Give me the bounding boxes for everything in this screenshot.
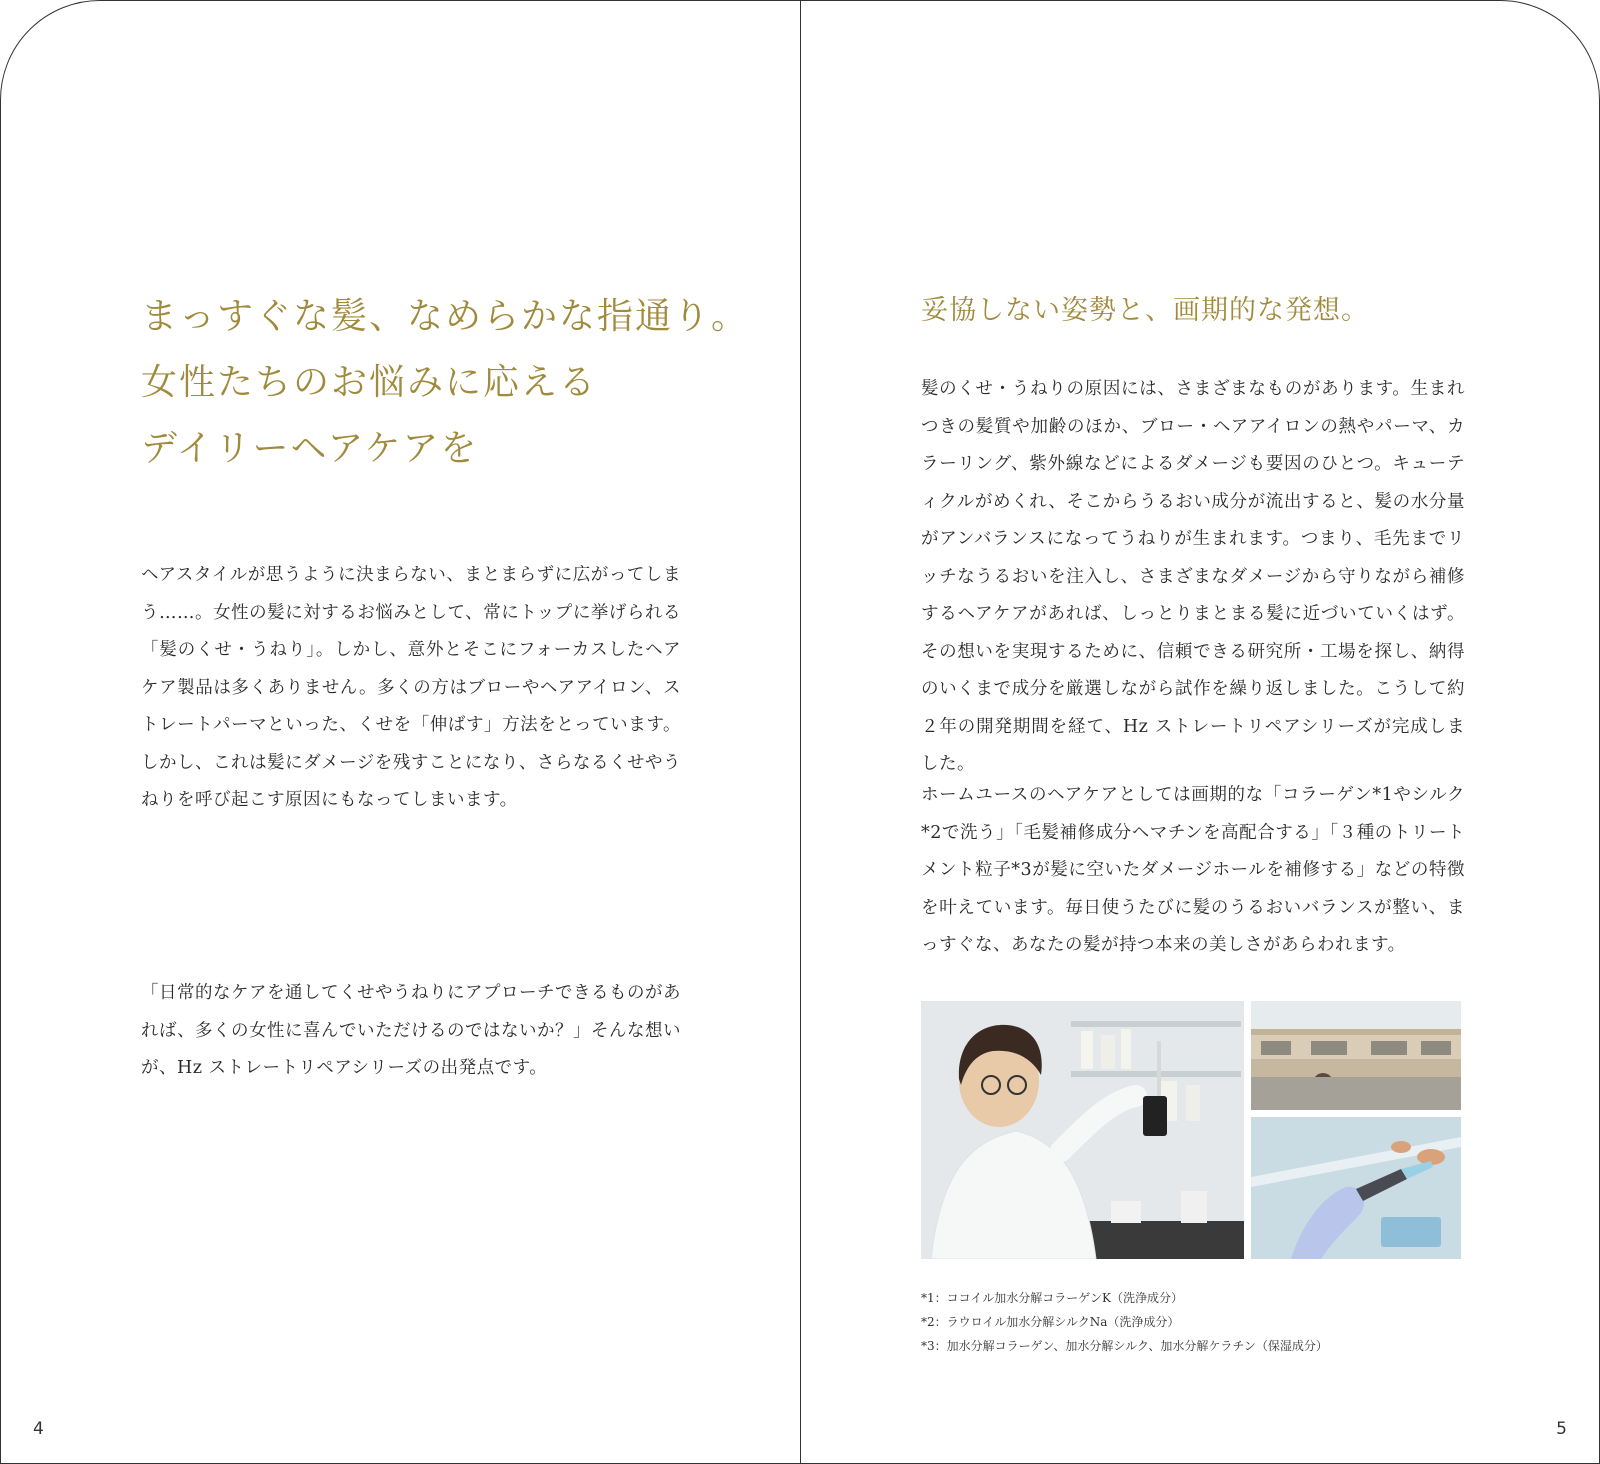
left-body-paragraph-2: 「日常的なケアを通してくせやうねりにアプローチできるものがあれば、多くの女性に喜んでいただけるのではないか？」そんな想いが、Hz ストレートリペアシリーズの出発点です。	[141, 983, 681, 1078]
footnotes	[921, 1286, 1328, 1358]
right-body-paragraph-1: 髪のくせ・うねりの原因には、さまざまなものがあります。生まれつきの髪質や加齢のほか、ブロー・ヘアアイロンの熱やパーマ、カラーリング、紫外線などによるダメージも要因のひとつ。キューティクルがめくれ、そこからうるおい成分が流出すると、髪の水分量がアンバランスになってうねりが生まれます。つまり、毛先までリッチなうるおいを注入し、さまざまなダメージから守りながら補修するヘアケアがあれば、しっとりまとまる髪に近づいていくはず。その想いを実現するために、信頼できる研究所・工場を探し、納得のいくまで成分を厳選しながら試作を繰り返しました。こうして約２年の開発期間を経て、Hz ストレートリペアシリーズが完成しました。	[921, 379, 1465, 774]
lab-pipette-closeup-photo	[1251, 1117, 1461, 1259]
right-page	[801, 1, 1599, 1463]
lab-researcher-illustration	[921, 1001, 1244, 1259]
footnote-1: *1：ココイル加水分解コラーゲンK（洗浄成分）	[921, 1291, 1184, 1305]
footnote-2: *2：ラウロイル加水分解シルクNa（洗浄成分）	[921, 1315, 1180, 1329]
page-number-left: 4	[33, 1419, 44, 1439]
left-page	[1, 1, 800, 1463]
right-body-paragraph-2: ホームユースのヘアケアとしては画期的な「コラーゲン*1やシルク*2で洗う」「毛髪補修成分ヘマチンを高配合する」「３種のトリートメント粒子*3が髪に空いたダメージホールを補修する」などの特徴を叶えています。毎日使うたびに髪のうるおいバランスが整い、まっすぐな、あなたの髪が持つ本来の美しさがあらわれます。	[921, 785, 1465, 955]
factory-building-photo	[1251, 1001, 1461, 1110]
left-body-paragraph-1: ヘアスタイルが思うように決まらない、まとまらずに広がってしまう……。女性の髪に対するお悩みとして、常にトップに挙げられる「髪のくせ・うねり」。しかし、意外とそこにフォーカスしたヘアケア製品は多くありません。多くの方はブローやヘアアイロン、ストレートパーマといった、くせを「伸ばす」方法をとっています。しかし、これは髪にダメージを残すことになり、さらなるくせやうねりを呼び起こす原因にもなってしまいます。	[141, 565, 681, 810]
factory-building-illustration	[1251, 1001, 1461, 1110]
lab-pipette-illustration	[1251, 1117, 1461, 1259]
right-page-headline: 妥協しない姿勢と、画期的な発想。	[921, 295, 1369, 326]
headline-line-1: まっすぐな髪、なめらかな指通り。	[141, 296, 750, 337]
headline-line-2: 女性たちのお悩みに応える	[141, 362, 598, 403]
lab-researcher-photo	[921, 1001, 1244, 1259]
left-page-headline	[141, 284, 749, 482]
footnote-3: *3：加水分解コラーゲン、加水分解シルク、加水分解ケラチン（保湿成分）	[921, 1339, 1328, 1353]
headline-line-3: デイリーヘアケアを	[141, 428, 479, 469]
page-number-right: 5	[1556, 1419, 1567, 1439]
